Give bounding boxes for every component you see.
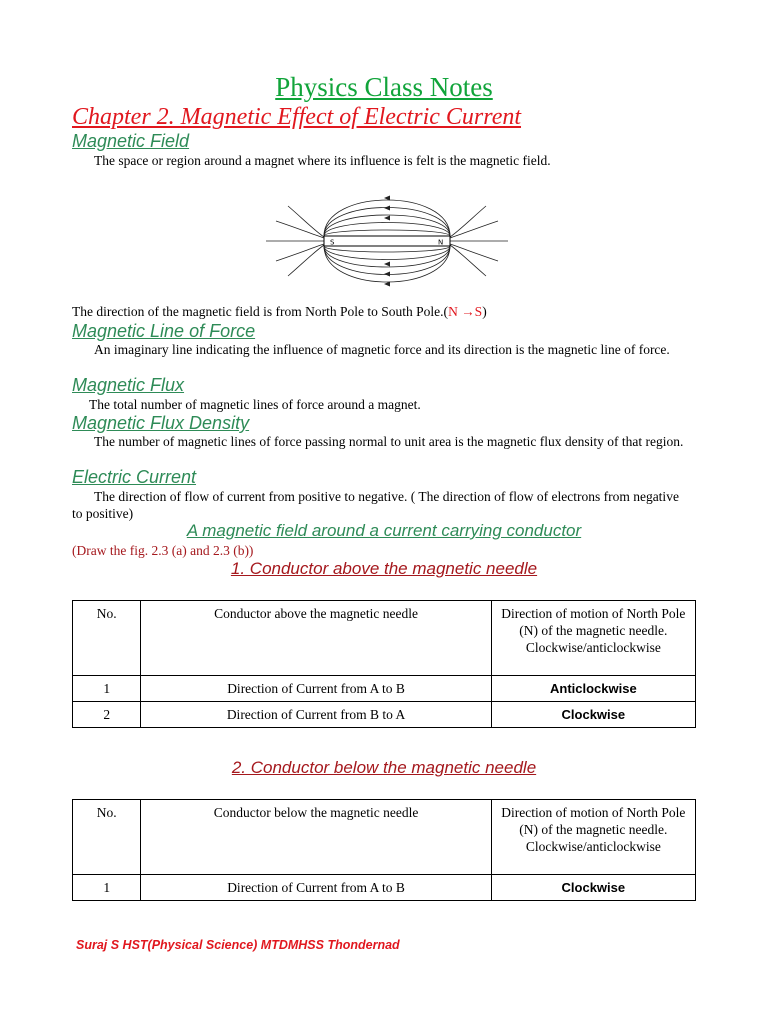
table-header-row [73, 601, 696, 676]
table-conductor-above [72, 600, 696, 728]
north-pole-label: N [438, 238, 444, 247]
header-conductor: Conductor below the magnetic needle [141, 800, 491, 875]
header-conductor: Conductor above the magnetic needle [141, 601, 491, 676]
text-line-of-force: An imaginary line indicating the influence of magnetic force and its direction is the magnetic line of force. [94, 342, 670, 357]
direction-close: ) [482, 304, 487, 319]
heading-magnetic-flux: Magnetic Flux [72, 375, 185, 395]
footer-author: Suraj S HST(Physical Science) MTDMHSS Thondernad [76, 938, 400, 952]
table-header-row [73, 800, 696, 875]
conductor-heading: A magnetic field around a current carrying conductor [186, 521, 582, 540]
cell-no: 2 [73, 702, 141, 728]
table-row [73, 676, 696, 702]
heading-electric-current: Electric Current [72, 467, 197, 487]
heading-flux-density: Magnetic Flux Density [72, 413, 250, 433]
south-pole-label: S [330, 238, 335, 247]
header-direction: Direction of motion of North Pole (N) of the magnetic needle. Clockwise/anticlockwise [491, 601, 695, 676]
cell-no: 1 [73, 875, 141, 901]
cell-current: Direction of Current from A to B [141, 676, 491, 702]
cell-current: Direction of Current from A to B [141, 875, 491, 901]
direction-symbol: N →S [448, 304, 483, 319]
table2-heading: 2. Conductor below the magnetic needle [231, 758, 537, 777]
table-row [73, 875, 696, 901]
direction-text: The direction of the magnetic field is from North Pole to South Pole.( [72, 304, 449, 319]
cell-direction: Anticlockwise [491, 676, 695, 702]
text-flux-density: The number of magnetic lines of force passing normal to unit area is the magnetic flux density of that region. [94, 434, 684, 449]
chapter-heading: Chapter 2. Magnetic Effect of Electric Current [72, 104, 522, 130]
text-magnetic-field: The space or region around a magnet where its influence is felt is the magnetic field. [94, 153, 551, 168]
magnetic-field-figure [262, 186, 512, 296]
heading-line-of-force: Magnetic Line of Force [72, 321, 256, 341]
header-no: No. [73, 601, 141, 676]
draw-note: (Draw the fig. 2.3 (a) and 2.3 (b)) [72, 543, 254, 558]
table-conductor-below [72, 799, 696, 901]
header-no: No. [73, 800, 141, 875]
cell-no: 1 [73, 676, 141, 702]
page-title: Physics Class Notes [275, 72, 493, 102]
header-direction: Direction of motion of North Pole (N) of the magnetic needle. Clockwise/anticlockwise [491, 800, 695, 875]
heading-magnetic-field: Magnetic Field [72, 131, 190, 151]
table-row [73, 702, 696, 728]
table1-heading: 1. Conductor above the magnetic needle [230, 559, 538, 578]
cell-direction: Clockwise [491, 875, 695, 901]
text-magnetic-flux: The total number of magnetic lines of force around a magnet. [89, 397, 421, 412]
cell-direction: Clockwise [491, 702, 695, 728]
text-electric-current: The direction of flow of current from positive to negative. ( The direction of flow of electrons from negative to positive) [72, 489, 679, 521]
direction-statement [72, 303, 692, 320]
cell-current: Direction of Current from B to A [141, 702, 491, 728]
